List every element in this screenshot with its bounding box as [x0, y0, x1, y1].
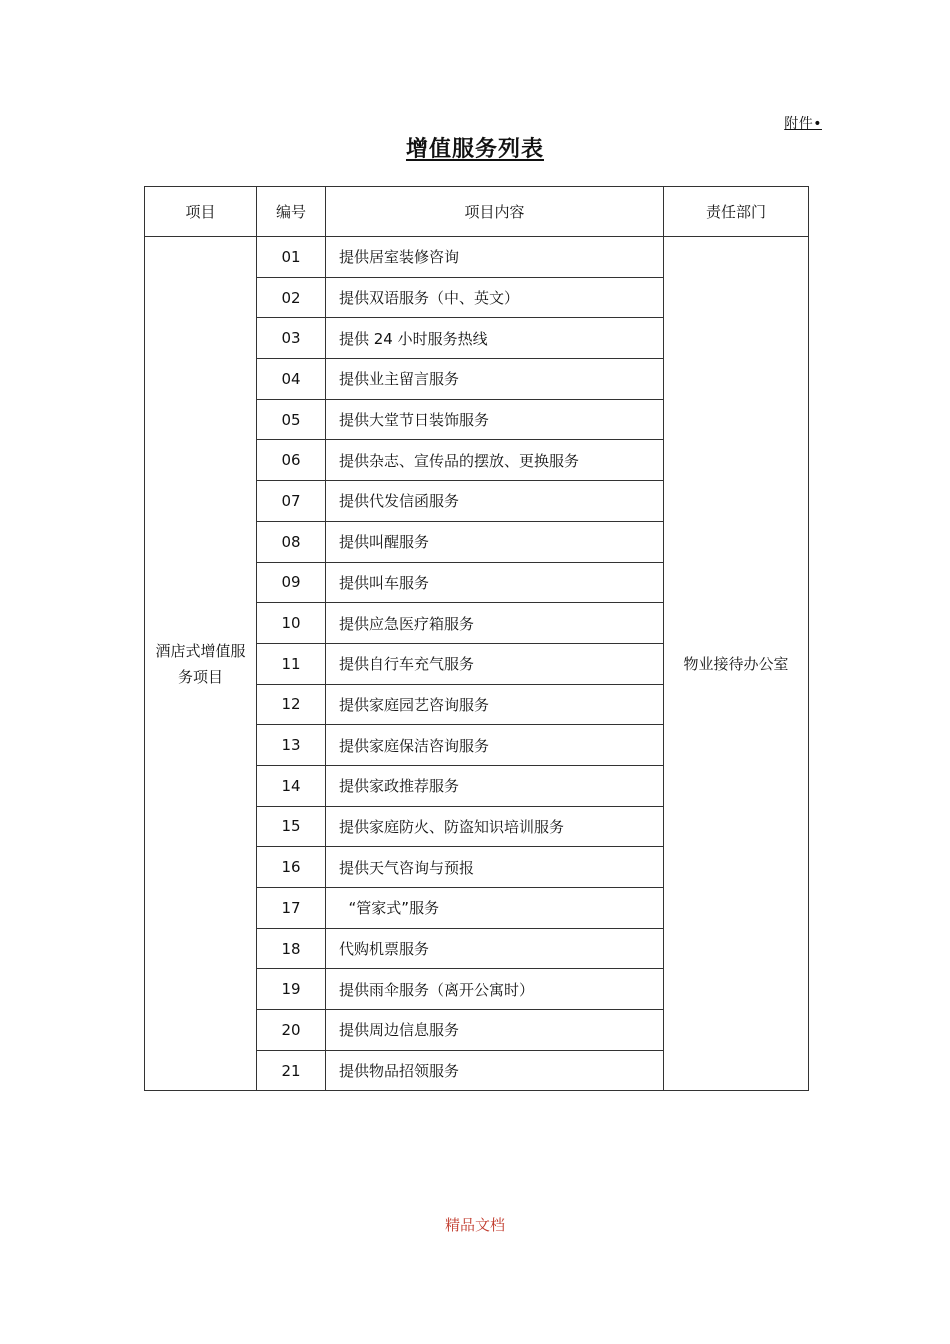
column-header-department: 责任部门: [664, 187, 809, 237]
table-body: [145, 237, 809, 1091]
item-number: 09: [257, 562, 326, 603]
item-number: 21: [257, 1050, 326, 1091]
item-content: 提供 24 小时服务热线: [326, 318, 664, 359]
footer-watermark: 精品文档: [444, 1216, 505, 1234]
item-number: 06: [257, 440, 326, 481]
item-number: 17: [257, 888, 326, 929]
document-title-text: 增值服务列表: [405, 137, 544, 162]
item-content: 提供家庭保洁咨询服务: [326, 725, 664, 766]
services-table: [144, 186, 809, 1091]
item-number: 19: [257, 969, 326, 1010]
item-content: 提供叫车服务: [326, 562, 664, 603]
item-number: 14: [257, 765, 326, 806]
item-content: 提供叫醒服务: [326, 521, 664, 562]
item-content: 提供业主留言服务: [326, 359, 664, 400]
document-title: [0, 132, 950, 163]
project-name-cell: [145, 237, 257, 1091]
item-number: 07: [257, 481, 326, 522]
column-header-number: 编号: [257, 187, 326, 237]
item-number: 18: [257, 928, 326, 969]
attachment-label: 附件•: [784, 116, 822, 132]
item-number: 12: [257, 684, 326, 725]
item-content: 提供家庭园艺咨询服务: [326, 684, 664, 725]
item-content: 提供杂志、宣传品的摆放、更换服务: [326, 440, 664, 481]
item-content: 提供自行车充气服务: [326, 643, 664, 684]
item-number: 16: [257, 847, 326, 888]
item-number: 13: [257, 725, 326, 766]
item-content: 提供双语服务（中、英文）: [326, 277, 664, 318]
item-number: 04: [257, 359, 326, 400]
item-number: 15: [257, 806, 326, 847]
item-content: 提供周边信息服务: [326, 1010, 664, 1051]
item-number: 10: [257, 603, 326, 644]
item-number: 01: [257, 237, 326, 278]
table-header-row: [145, 187, 809, 237]
item-content: 提供代发信函服务: [326, 481, 664, 522]
item-number: 08: [257, 521, 326, 562]
item-content: 提供家政推荐服务: [326, 765, 664, 806]
item-number: 20: [257, 1010, 326, 1051]
item-number: 11: [257, 643, 326, 684]
item-content: 提供应急医疗箱服务: [326, 603, 664, 644]
item-content: 提供物品招领服务: [326, 1050, 664, 1091]
item-content: 提供大堂节日装饰服务: [326, 399, 664, 440]
item-number: 02: [257, 277, 326, 318]
item-number: 03: [257, 318, 326, 359]
department-cell: 物业接待办公室: [664, 237, 809, 1091]
item-content: 提供雨伞服务（离开公寓时）: [326, 969, 664, 1010]
item-content: 提供家庭防火、防盗知识培训服务: [326, 806, 664, 847]
item-content: 提供居室装修咨询: [326, 237, 664, 278]
item-number: 05: [257, 399, 326, 440]
item-content: 代购机票服务: [326, 928, 664, 969]
project-name: 酒店式增值服务项目: [155, 641, 246, 686]
column-header-content: 项目内容: [326, 187, 664, 237]
table-row: [145, 237, 809, 278]
item-content: “管家式”服务: [326, 888, 664, 929]
item-content: 提供天气咨询与预报: [326, 847, 664, 888]
column-header-project: 项目: [145, 187, 257, 237]
